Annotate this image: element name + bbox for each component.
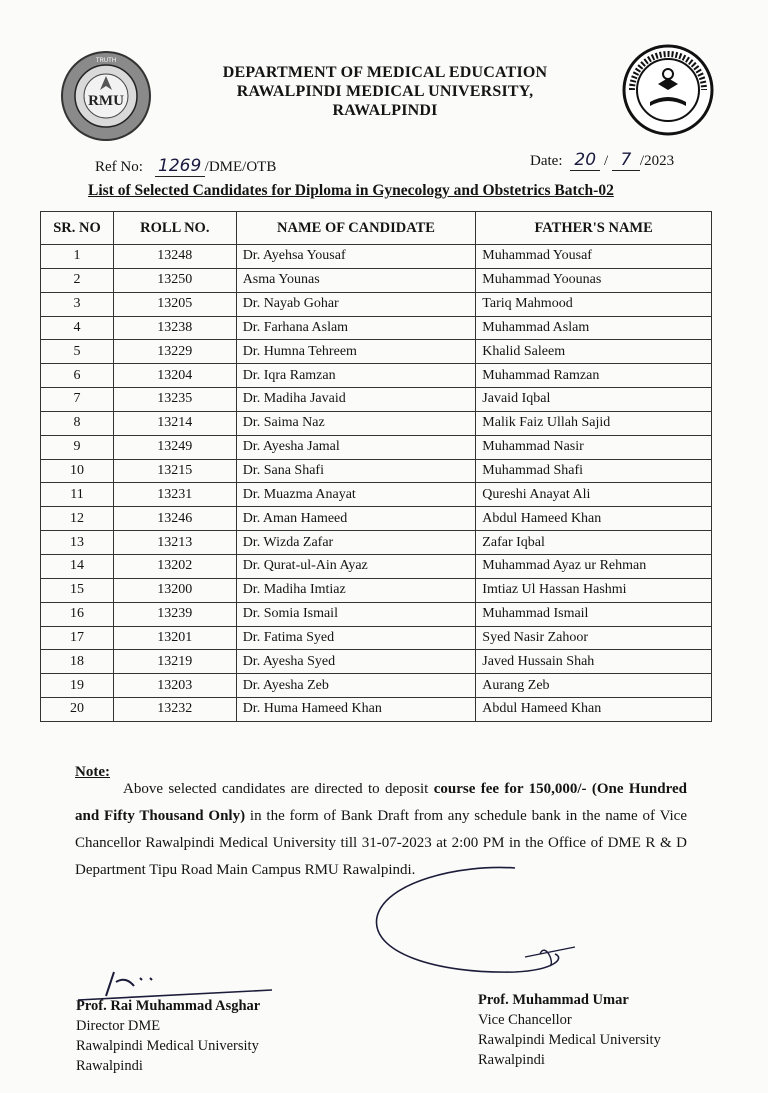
letterhead <box>170 63 600 120</box>
sr-no-cell: 14 <box>41 554 114 578</box>
fathers-name-cell: Muhammad Nasir <box>476 435 712 459</box>
signatory-right-city: Rawalpindi <box>478 1052 545 1068</box>
header-line-1: DEPARTMENT OF MEDICAL EDUCATION <box>222 64 548 81</box>
roll-no-cell: 13246 <box>113 507 236 531</box>
date-day: 20 <box>574 150 597 170</box>
sr-no-cell: 13 <box>41 531 114 555</box>
date-line: Date: 20 / 7 /2023 <box>530 150 675 170</box>
note-text-before: Above selected candidates are directed to deposit <box>123 781 434 797</box>
sr-no-cell: 16 <box>41 602 114 626</box>
roll-no-cell: 13204 <box>113 364 236 388</box>
roll-no-cell: 13201 <box>113 626 236 650</box>
table-row <box>41 531 712 555</box>
fathers-name-cell: Muhammad Shafi <box>476 459 712 483</box>
sr-no-cell: 17 <box>41 626 114 650</box>
fathers-name-cell: Muhammad Ismail <box>476 602 712 626</box>
candidate-name-cell: Dr. Sana Shafi <box>236 459 476 483</box>
roll-no-cell: 13231 <box>113 483 236 507</box>
seal-monogram: RMU <box>88 93 124 109</box>
sr-no-cell: 7 <box>41 388 114 412</box>
sr-no-cell: 1 <box>41 245 114 269</box>
table-row <box>41 411 712 435</box>
roll-no-cell: 13250 <box>113 268 236 292</box>
table-header-row <box>41 212 712 245</box>
candidate-name-cell: Dr. Qurat-ul-Ain Ayaz <box>236 554 476 578</box>
candidate-name-cell: Dr. Madiha Imtiaz <box>236 578 476 602</box>
table-row <box>41 388 712 412</box>
roll-no-cell: 13219 <box>113 650 236 674</box>
candidate-name-cell: Dr. Saima Naz <box>236 411 476 435</box>
sr-no-cell: 6 <box>41 364 114 388</box>
col-header-fathers-name: FATHER'S NAME <box>476 212 712 245</box>
col-header-roll-no: ROLL NO. <box>113 212 236 245</box>
candidate-name-cell: Dr. Ayehsa Yousaf <box>236 245 476 269</box>
sr-no-cell: 9 <box>41 435 114 459</box>
roll-no-cell: 13203 <box>113 674 236 698</box>
candidate-name-cell: Dr. Ayesha Zeb <box>236 674 476 698</box>
table-row <box>41 340 712 364</box>
roll-no-cell: 13239 <box>113 602 236 626</box>
sr-no-cell: 2 <box>41 268 114 292</box>
vice-chancellor-signature <box>365 862 615 992</box>
sr-no-cell: 10 <box>41 459 114 483</box>
candidate-name-cell: Dr. Huma Hameed Khan <box>236 698 476 722</box>
fathers-name-cell: Syed Nasir Zahoor <box>476 626 712 650</box>
sr-no-cell: 19 <box>41 674 114 698</box>
note-text-after: in the form of Bank Draft from any schedule bank in the name of Vice Chancellor Rawalpindi Medical University till 31-07-2023 at 2:00 PM in the Office of DME R & D Department Tipu Road Main Campus RMU Rawalpindi. <box>75 808 687 878</box>
table-row <box>41 292 712 316</box>
fathers-name-cell: Tariq Mahmood <box>476 292 712 316</box>
roll-no-cell: 13248 <box>113 245 236 269</box>
sr-no-cell: 12 <box>41 507 114 531</box>
table-row <box>41 578 712 602</box>
roll-no-cell: 13205 <box>113 292 236 316</box>
table-row <box>41 268 712 292</box>
candidate-name-cell: Dr. Muazma Anayat <box>236 483 476 507</box>
sr-no-cell: 3 <box>41 292 114 316</box>
candidate-name-cell: Dr. Wizda Zafar <box>236 531 476 555</box>
fathers-name-cell: Muhammad Ayaz ur Rehman <box>476 554 712 578</box>
signatory-left-name: Prof. Rai Muhammad Asghar <box>76 998 261 1014</box>
signatory-left-city: Rawalpindi <box>76 1058 143 1074</box>
roll-no-cell: 13200 <box>113 578 236 602</box>
table-row <box>41 602 712 626</box>
fathers-name-cell: Muhammad Yoounas <box>476 268 712 292</box>
fathers-name-cell: Muhammad Aslam <box>476 316 712 340</box>
sr-no-cell: 4 <box>41 316 114 340</box>
table-row <box>41 626 712 650</box>
col-header-sr-no: SR. NO <box>41 212 114 245</box>
table-row <box>41 507 712 531</box>
fathers-name-cell: Malik Faiz Ullah Sajid <box>476 411 712 435</box>
roll-no-cell: 13232 <box>113 698 236 722</box>
fathers-name-cell: Qureshi Anayat Ali <box>476 483 712 507</box>
candidate-name-cell: Dr. Madiha Javaid <box>236 388 476 412</box>
candidate-name-cell: Dr. Somia Ismail <box>236 602 476 626</box>
table-row <box>41 316 712 340</box>
candidate-name-cell: Dr. Ayesha Syed <box>236 650 476 674</box>
ref-label: Ref No: <box>95 159 143 175</box>
sr-no-cell: 15 <box>41 578 114 602</box>
fathers-name-cell: Muhammad Ramzan <box>476 364 712 388</box>
signatory-left <box>76 996 260 1076</box>
signatory-right-org: Rawalpindi Medical University <box>478 1032 661 1048</box>
signatory-right <box>478 990 661 1070</box>
signatory-left-title: Director DME <box>76 1018 161 1034</box>
table-row <box>41 245 712 269</box>
table-row <box>41 650 712 674</box>
header-line-3: RAWALPINDI <box>332 102 438 119</box>
candidate-name-cell: Dr. Iqra Ramzan <box>236 364 476 388</box>
col-header-candidate-name: NAME OF CANDIDATE <box>236 212 476 245</box>
candidates-table <box>40 211 712 722</box>
candidate-name-cell: Dr. Fatima Syed <box>236 626 476 650</box>
fathers-name-cell: Aurang Zeb <box>476 674 712 698</box>
sr-no-cell: 20 <box>41 698 114 722</box>
table-row <box>41 554 712 578</box>
table-row <box>41 435 712 459</box>
note-fee-text: course fee for 150,000/- (One Hundred and Fifty Thousand Only) <box>75 781 687 824</box>
roll-no-cell: 13202 <box>113 554 236 578</box>
table-row <box>41 459 712 483</box>
roll-no-cell: 13215 <box>113 459 236 483</box>
svg-text:TRUTH: TRUTH <box>95 58 117 64</box>
candidate-name-cell: Dr. Aman Hameed <box>236 507 476 531</box>
signatory-left-org: Rawalpindi Medical University <box>76 1038 259 1054</box>
table-row <box>41 364 712 388</box>
table-row <box>41 674 712 698</box>
fathers-name-cell: Zafar Iqbal <box>476 531 712 555</box>
fathers-name-cell: Abdul Hameed Khan <box>476 698 712 722</box>
roll-no-cell: 13249 <box>113 435 236 459</box>
candidate-name-cell: Dr. Nayab Gohar <box>236 292 476 316</box>
table-row <box>41 483 712 507</box>
university-seal-left <box>60 50 152 142</box>
fathers-name-cell: Khalid Saleem <box>476 340 712 364</box>
department-seal-right <box>622 44 714 136</box>
header-line-2: RAWALPINDI MEDICAL UNIVERSITY, <box>236 83 534 100</box>
candidate-name-cell: Dr. Ayesha Jamal <box>236 435 476 459</box>
roll-no-cell: 13238 <box>113 316 236 340</box>
roll-no-cell: 13229 <box>113 340 236 364</box>
signatory-right-name: Prof. Muhammad Umar <box>478 992 629 1008</box>
note-heading: Note: <box>75 764 110 780</box>
fathers-name-cell: Abdul Hameed Khan <box>476 507 712 531</box>
candidate-name-cell: Asma Younas <box>236 268 476 292</box>
reference-number <box>95 156 276 177</box>
ref-handwritten-number: 1269 <box>158 156 202 176</box>
sr-no-cell: 18 <box>41 650 114 674</box>
date-year: /2023 <box>639 153 675 169</box>
roll-no-cell: 13235 <box>113 388 236 412</box>
sr-no-cell: 11 <box>41 483 114 507</box>
sr-no-cell: 5 <box>41 340 114 364</box>
ref-suffix: /DME/OTB <box>204 159 277 175</box>
fathers-name-cell: Javed Hussain Shah <box>476 650 712 674</box>
roll-no-cell: 13214 <box>113 411 236 435</box>
fathers-name-cell: Muhammad Yousaf <box>476 245 712 269</box>
table-row <box>41 698 712 722</box>
signatory-right-title: Vice Chancellor <box>478 1012 572 1028</box>
date-month: 7 <box>620 150 632 170</box>
fathers-name-cell: Javaid Iqbal <box>476 388 712 412</box>
roll-no-cell: 13213 <box>113 531 236 555</box>
candidate-name-cell: Dr. Farhana Aslam <box>236 316 476 340</box>
list-title: List of Selected Candidates for Diploma in Gynecology and Obstetrics Batch-02 <box>88 182 614 199</box>
date-label: Date: <box>530 153 563 169</box>
candidate-name-cell: Dr. Humna Tehreem <box>236 340 476 364</box>
fathers-name-cell: Imtiaz Ul Hassan Hashmi <box>476 578 712 602</box>
sr-no-cell: 8 <box>41 411 114 435</box>
